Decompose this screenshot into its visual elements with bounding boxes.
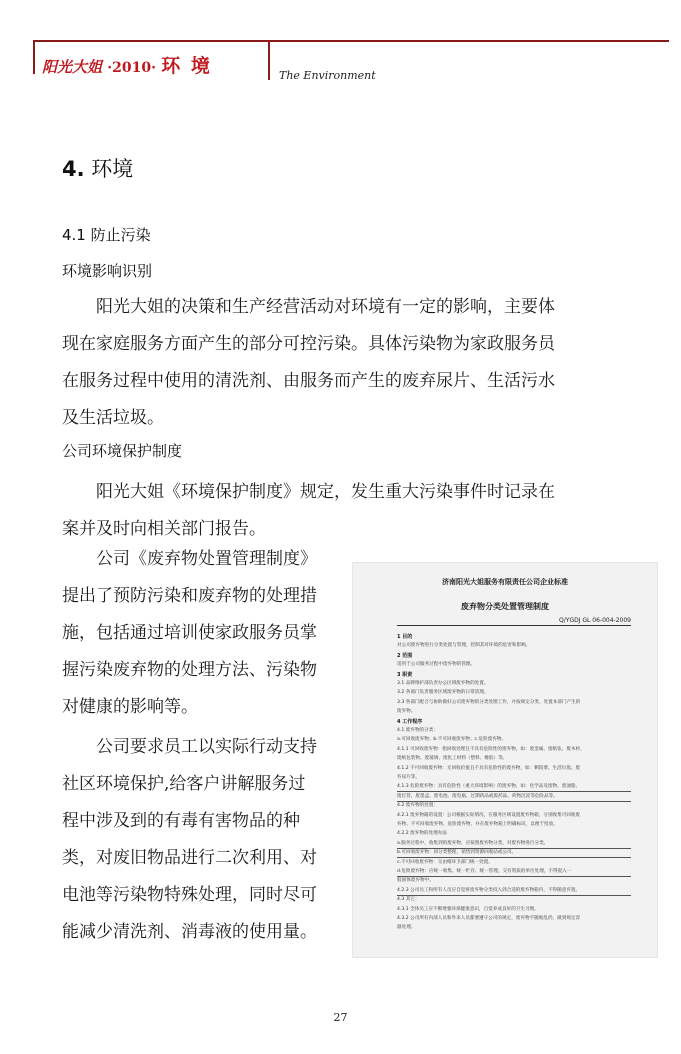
text-line: 阳光大姐《环境保护制度》规定，发生重大污染事件时记录在 (96, 482, 555, 502)
subheading-system: 公司环境保护制度 (62, 442, 183, 460)
doc-row: 器处理。 (397, 925, 416, 931)
doc-row: 4.3 其它： (397, 897, 420, 903)
doc-row: a.服务过程中，收集到的废弃物，应按照废弃物分类，对废弃物进行分类。 (397, 840, 631, 849)
header-rule (33, 40, 669, 42)
doc-row: 废灯管、废墨盒、废电池、废电瓶、过期药品或废药品、药物沉淀等危险品等。 (397, 793, 631, 802)
header-brand (42, 51, 212, 78)
text-line: 案并及时向相关部门报告。 (62, 519, 266, 539)
doc-row: 3.2 各部门负责服务区域废弃物的日常清理。 (397, 690, 489, 696)
text-line: 提出了预防污染和废弃物的处理措 (62, 586, 317, 606)
section-heading-4-1: 4.1 防止污染 (62, 226, 151, 244)
doc-row: 3.3 各部门配合与协助做好公司废弃物的分类处理工作，并按规定分类、处置本部门产生的 (397, 699, 581, 705)
doc-row: 4.3.1 全体员工应不断增强环保健康意识，自觉养成良好的卫生习惯。 (397, 906, 539, 912)
doc-row: 1 目的 (397, 634, 413, 640)
text-line: 电池等污染物特殊处理，同时尽可 (62, 885, 317, 905)
doc-row: 3 职责 (397, 671, 413, 678)
text-line: 施，包括通过培训使家政服务员掌 (62, 623, 317, 643)
header-divider-left (33, 42, 35, 74)
doc-row: 4.2.1 废弃物箱的设置：公司根据实际情况，在服务区域设置废弃物箱，分别收集可回收废 (397, 812, 581, 818)
doc-rule (397, 625, 631, 626)
page-number: 27 (333, 1011, 348, 1024)
doc-row: 4.2 废弃物的处置： (397, 803, 438, 809)
brand-name: 阳光大姐 (42, 58, 103, 76)
doc-row: c.不可回收废弃物：交由相环卫部门统一处置。 (397, 859, 493, 865)
text-line: 现在家庭服务方面产生的部分可控污染。具体污染物为家政服务员 (62, 334, 555, 354)
text-line: 公司《废弃物处置管理制度》 (96, 549, 317, 569)
doc-row: 3.1 品牌维护部负责办公区域废弃物的处置。 (397, 681, 489, 686)
doc-row: 4.3.2 公司所有内部人员和外来人员都要遵守公司的规定，废弃物不随地乱扔，做到规定容 (397, 916, 581, 921)
header-divider-mid (268, 42, 270, 80)
doc-row: 对公司废弃物进行分类处置与管理，控制其对环境的危害和影响。 (397, 643, 531, 649)
doc-row: b.可回收废弃物：回分类整理，销售到资源回收站或公司。 (397, 849, 631, 858)
text-line: 阳光大姐的决策和生产经营活动对环境有一定的影响，主要体 (96, 297, 555, 317)
doc-code: Q/YGDJ GL 06-004-2009 (559, 617, 631, 624)
doc-row: a.可回收废弃物；b.不可回收废弃物；c.危险废弃物。 (397, 737, 507, 743)
title-text: 环境 (91, 157, 134, 181)
header-english: The Environment (279, 69, 376, 82)
doc-row: d.危险废弃物：应统一收集、统一贮存、统一管理，交有资质的单位处理，不得混入一 (397, 868, 631, 877)
text-line: 程中涉及到的有毒有害物品的种 (62, 811, 300, 831)
doc-org: 济南阳光大姐服务有限责任公司企业标准 (442, 578, 568, 586)
doc-row: 4.1 废弃物的分类： (397, 728, 438, 733)
doc-row: 4.1.1 可回收废弃物：指回收处理且不具有危险性的废弃物，如：废金属、废纸张、废木材、 (397, 746, 585, 752)
doc-row: 4.1.2 不可回收废弃物：无回收价值且不具有危险性的废弃物，如：剩饭菜、生活垃圾、废 (397, 765, 581, 771)
text-line: 公司要求员工以实际行动支持 (96, 737, 317, 757)
doc-row: 4.2.3 公司员工和所有人员应自觉将废弃物分类投入到合适的废弃物箱内，不得随意弃置。 (397, 887, 631, 896)
text-line: 类，对废旧物品进行二次利用、对 (62, 848, 317, 868)
subheading-impact: 环境影响识别 (62, 262, 153, 280)
doc-row: 般固体废弃物中。 (397, 878, 434, 884)
doc-row: 弃尿片等。 (397, 775, 420, 780)
title-number: 4. (62, 157, 85, 181)
text-line: 在服务过程中使用的清洗剂、由服务而产生的废弃尿片、生活污水 (62, 371, 555, 391)
doc-row: 2 范围 (397, 652, 413, 659)
page-title (62, 153, 133, 183)
doc-row: 4 工作程序 (397, 718, 423, 725)
doc-row: 适用于公司服务过程中废弃物的管理。 (397, 662, 476, 668)
brand-year: ·2010· (107, 60, 156, 76)
doc-row: 4.2.2 废弃物的处理办法 (397, 831, 447, 837)
regulation-document-image (352, 562, 658, 958)
doc-row: 废纸包装物、废玻璃、废化工材料（塑料、橡胶）等。 (397, 756, 508, 762)
text-line: 握污染废弃物的处理方法、污染物 (62, 660, 317, 680)
text-line: 社区环境保护,给客户讲解服务过 (62, 774, 306, 794)
doc-title: 废弃物分类处置管理制度 (461, 602, 549, 611)
section-name: 环 境 (161, 55, 212, 77)
doc-row: 废弃物。 (397, 709, 416, 715)
doc-row: 弃物、不可回收废弃物、危险废弃物，并在废弃物箱上明确标识，以便于投放。 (397, 822, 558, 827)
text-line: 及生活垃圾。 (62, 408, 164, 428)
text-line: 对健康的影响等。 (62, 697, 198, 717)
doc-row: 4.1.3 危险废弃物：具有危险性（重大环境影响）的废弃物，如：化学品及废物、废油脂、 (397, 783, 631, 792)
text-line: 能减少清洗剂、消毒液的使用量。 (62, 922, 317, 942)
